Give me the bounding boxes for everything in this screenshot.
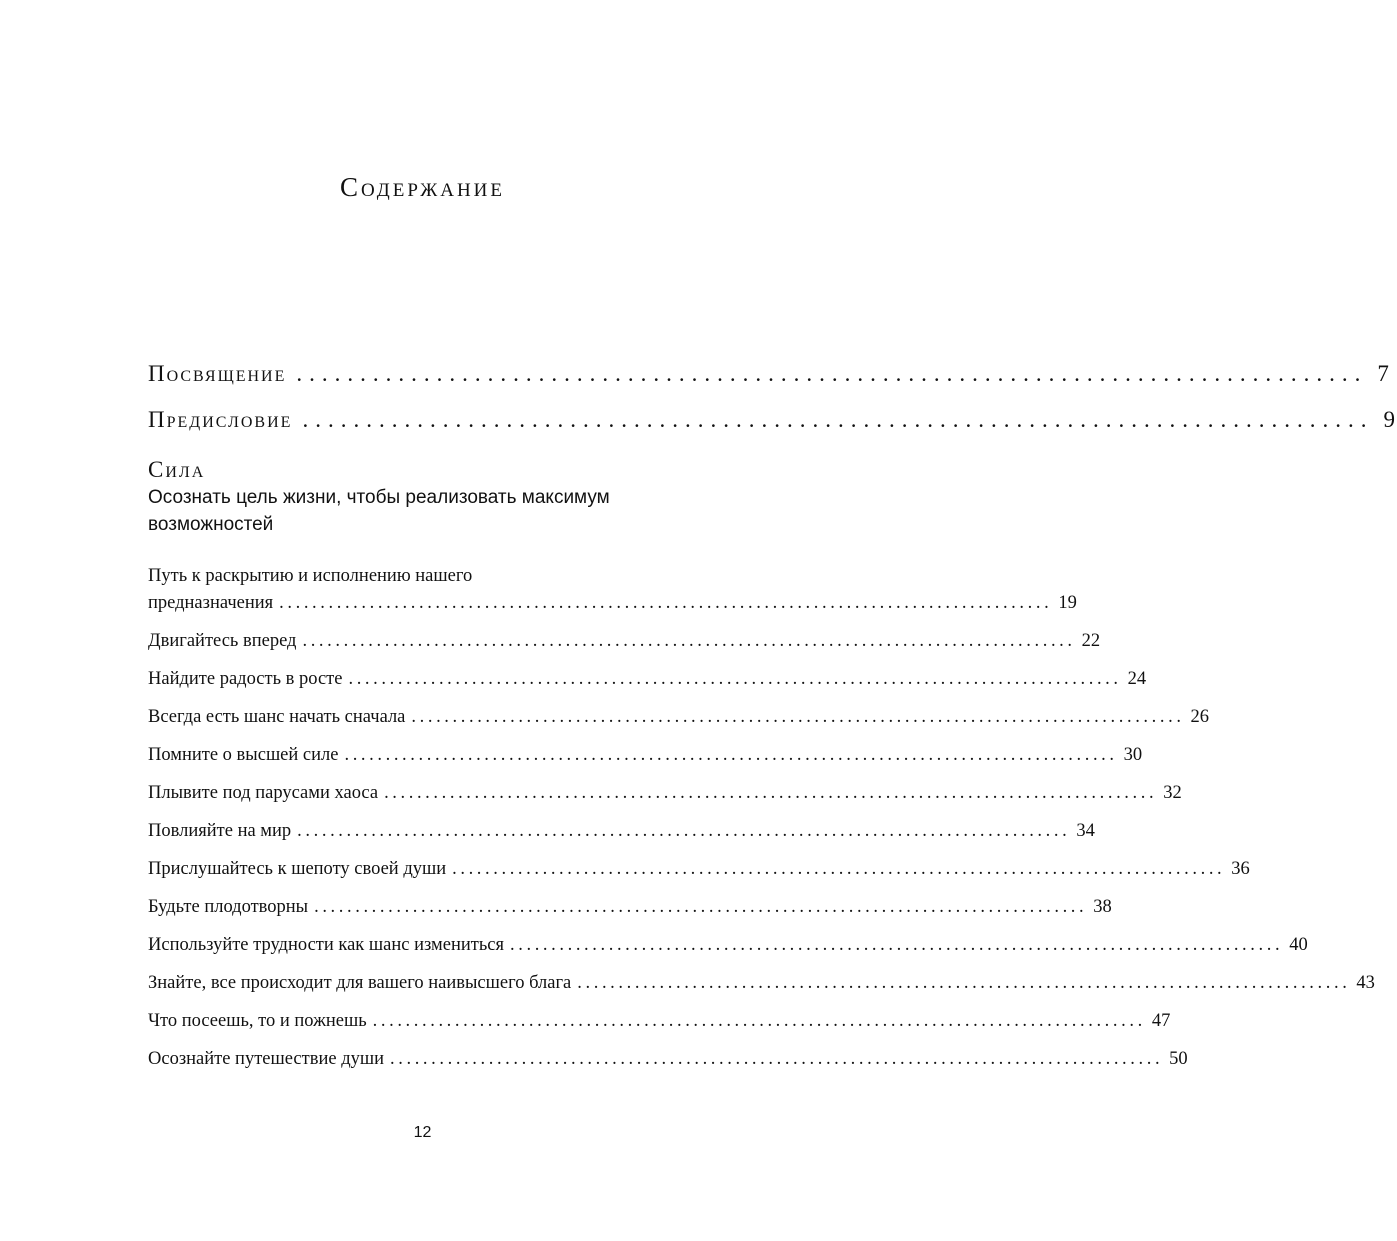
toc-entry-title: Помните о высшей силе <box>148 745 339 765</box>
dot-leader: .................................................................................... <box>302 407 1374 432</box>
dot-leader: .............................................................................................. <box>297 821 1071 841</box>
dot-leader: .................................................................................... <box>296 361 1368 386</box>
page-number: 12 <box>413 1124 432 1141</box>
toc-entry-title: Прислушайтесь к шепоту своей души <box>148 859 447 879</box>
toc-entry-page: 24 <box>1127 669 1147 689</box>
dot-leader: .............................................................................................. <box>279 593 1053 613</box>
dot-leader: .............................................................................................. <box>344 745 1118 765</box>
dot-leader: .............................................................................................. <box>302 631 1076 651</box>
toc-entry[interactable] <box>148 970 1375 997</box>
toc-entry[interactable] <box>148 742 1143 769</box>
toc-entry-page: 40 <box>1289 935 1308 955</box>
toc-entry-title: Осознайте путешествие души <box>148 1049 385 1069</box>
toc-entry-page: 36 <box>1231 859 1250 879</box>
section-subtitle: Осознать цель жизни, чтобы реализовать максимум возможностей <box>148 487 610 535</box>
toc-entry-title: Будьте плодотворны <box>148 897 309 917</box>
toc-entry-title: Всегда есть шанс начать сначала <box>148 707 406 727</box>
toc-entry[interactable] <box>148 894 1112 921</box>
toc-entry-title: Используйте трудности как шанс измениться <box>148 935 505 955</box>
toc-entry-title: Повлияйте на мир <box>148 821 292 841</box>
toc-entry-title: Предисловие <box>148 407 293 432</box>
dot-leader: .............................................................................................. <box>452 859 1226 879</box>
toc-entry-page: 30 <box>1123 745 1143 765</box>
toc-entry[interactable] <box>148 563 1077 617</box>
toc-entry[interactable] <box>148 1008 1171 1035</box>
toc-entry-page: 22 <box>1081 631 1101 651</box>
toc-entry-page: 7 <box>1377 361 1391 386</box>
toc-entry-list <box>148 563 1375 1073</box>
dot-leader: .............................................................................................. <box>384 783 1158 803</box>
toc-entry-page: 38 <box>1093 897 1112 917</box>
toc-entry-title: Посвящение <box>148 361 287 386</box>
toc-entry-page: 47 <box>1151 1011 1171 1031</box>
dot-leader: .............................................................................................. <box>314 897 1088 917</box>
toc-entry-page: 9 <box>1383 407 1397 432</box>
page-title: Содержание <box>339 172 506 202</box>
dot-leader: .............................................................................................. <box>372 1011 1146 1031</box>
toc-entry-title: Что посеешь, то и пожнешь <box>148 1011 367 1031</box>
toc-entry-title-line1: Путь к раскрытию и исполнению нашего <box>148 566 473 586</box>
toc-entry[interactable] <box>148 818 1095 845</box>
toc-entry[interactable] <box>148 704 1210 731</box>
toc-entry-title-line2: предназначения <box>148 593 274 613</box>
dot-leader: .............................................................................................. <box>411 707 1185 727</box>
toc-entry[interactable] <box>148 628 1101 655</box>
toc-entry[interactable] <box>148 780 1182 807</box>
toc-entry-title: Плывите под парусами хаоса <box>148 783 379 803</box>
toc-entry-page: 32 <box>1163 783 1182 803</box>
dot-leader: .............................................................................................. <box>577 973 1351 993</box>
toc-entry[interactable] <box>148 1046 1188 1073</box>
toc-entry[interactable] <box>148 666 1147 693</box>
toc-entry-page: 43 <box>1356 973 1375 993</box>
toc-entry-preface[interactable] <box>148 406 1397 434</box>
section-title: Сила <box>148 457 206 482</box>
toc-entry-page: 19 <box>1058 593 1077 613</box>
toc-entry-dedication[interactable] <box>148 360 1391 388</box>
toc-entry-page: 26 <box>1190 707 1210 727</box>
toc-entry-title: Найдите радость в росте <box>148 669 343 689</box>
toc-entry[interactable] <box>148 932 1308 959</box>
toc-major-list <box>148 360 1397 434</box>
dot-leader: .............................................................................................. <box>348 669 1122 689</box>
toc-section <box>148 456 738 538</box>
toc-entry-page: 50 <box>1169 1049 1188 1069</box>
toc-entry-title: Двигайтесь вперед <box>148 631 297 651</box>
toc-entry-page: 34 <box>1076 821 1095 841</box>
dot-leader: .............................................................................................. <box>390 1049 1164 1069</box>
toc-entry[interactable] <box>148 856 1250 883</box>
dot-leader: .............................................................................................. <box>510 935 1284 955</box>
toc-entry-title: Знайте, все происходит для вашего наивысшего блага <box>148 973 572 993</box>
